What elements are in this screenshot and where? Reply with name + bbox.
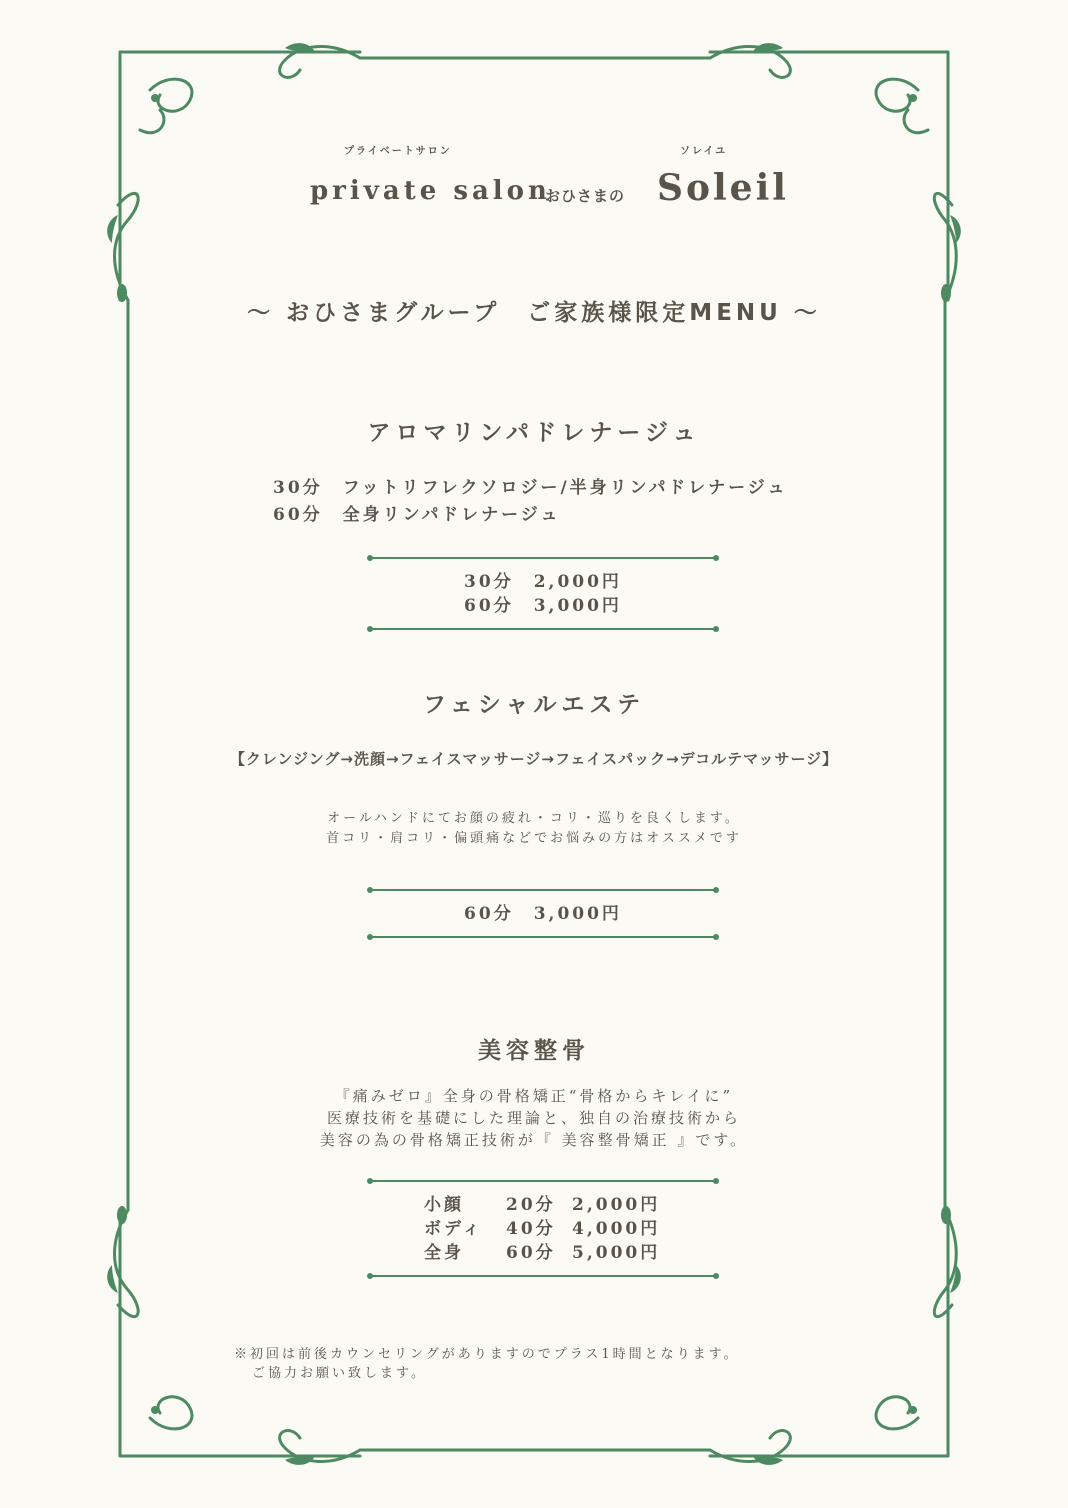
divider [370, 1180, 716, 1182]
price-time: 40分 [506, 1219, 556, 1239]
seikotsu-title: 美容整骨 [478, 1038, 590, 1064]
note-line-1: ※初回は前後カウンセリングがありますのでプラス1時間となります。 [234, 1347, 740, 1362]
seikotsu-price-row [424, 1241, 660, 1265]
menu-headline: 〜 おひさまグループ ご家族様限定MENU 〜 [247, 300, 821, 326]
price-time: 60分 [506, 1243, 556, 1263]
brand-ruby-latin: プライベートサロン [344, 146, 452, 157]
facial-title: フェシャルエステ [423, 692, 645, 718]
price-part: 小顔 [424, 1195, 464, 1215]
brand-latin: private salon [310, 176, 551, 206]
facial-desc-line-1: オールハンドにてお顔の疲れ・コリ・巡りを良くします。 [327, 811, 741, 826]
brand-ruby-soleil: ソレイユ [680, 146, 728, 157]
note-line-2: ご協力お願い致します。 [252, 1366, 427, 1381]
price-amount: 4,000円 [572, 1219, 661, 1239]
seikotsu-desc-line-1: 『痛みゼロ』全身の骨格矯正“骨格からキレイに” [334, 1087, 734, 1105]
facial-flow: 【クレンジング→洗顔→フェイスマッサージ→フェイスパック→デコルテマッサージ】 [229, 750, 839, 768]
price-part: ボディ [424, 1219, 483, 1239]
seikotsu-desc-line-2: 医療技術を基礎にした理論と、独自の治療技術から [326, 1109, 741, 1127]
divider [370, 628, 716, 630]
price-amount: 2,000円 [572, 1195, 661, 1215]
facial-price: 60分 3,000円 [464, 904, 622, 924]
divider [370, 1275, 716, 1277]
divider [370, 936, 716, 938]
facial-desc-line-2: 首コリ・肩コリ・偏頭痛などでお悩みの方はオススメです [326, 831, 742, 846]
price-time: 20分 [506, 1195, 556, 1215]
price-part: 全身 [424, 1243, 464, 1263]
divider [370, 557, 716, 559]
brand-soleil: Soleil [657, 167, 789, 209]
aroma-price-60: 60分 3,000円 [464, 596, 622, 616]
seikotsu-price-row [424, 1193, 660, 1217]
aroma-course-30: 30分 フットリフレクソロジー/半身リンパドレナージュ [273, 478, 788, 498]
divider [370, 889, 716, 891]
seikotsu-price-row [424, 1217, 660, 1241]
aroma-title: アロマリンパドレナージュ [367, 420, 701, 446]
aroma-course-60: 60分 全身リンパドレナージュ [273, 505, 561, 525]
price-amount: 5,000円 [572, 1243, 661, 1263]
aroma-price-30: 30分 2,000円 [464, 572, 622, 592]
brand-kana: おひさまの [545, 187, 626, 205]
seikotsu-desc-line-3: 美容の為の骨格矯正技術が『 美容整骨矯正 』です。 [319, 1131, 749, 1149]
